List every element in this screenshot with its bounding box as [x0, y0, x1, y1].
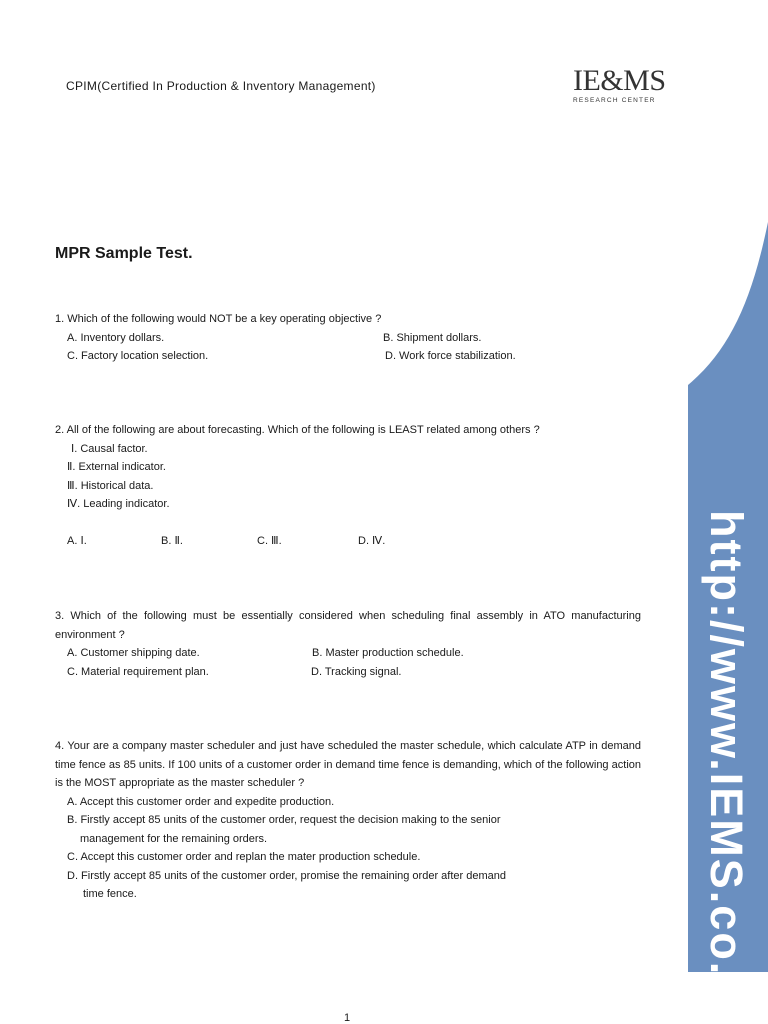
option-c: C. Factory location selection.: [67, 350, 209, 362]
option-a: A. Inventory dollars.: [67, 331, 165, 344]
option-d: D. Work force stabilization.: [385, 350, 516, 362]
option-a: A. Accept this customer order and expedite production.: [67, 795, 335, 808]
option-a: A. Customer shipping date.: [67, 647, 200, 659]
option-c: C. Accept this customer order and replan the mater production schedule.: [67, 851, 421, 863]
option-d: D. Ⅳ.: [358, 534, 386, 547]
option-b: B. Master production schedule.: [312, 647, 464, 659]
header-title: CPIM(Certified In Production & Inventory Management): [66, 79, 376, 93]
option-c: C. Material requirement plan.: [67, 665, 209, 678]
option-b: B. Firstly accept 85 units of the customer order, request the decision making to the senior: [67, 814, 501, 826]
question-stem: 2. All of the following are about forecasting. Which of the following is LEAST related among others ?: [55, 424, 540, 436]
question-stem: 4. Your are a company master scheduler and just have scheduled the master schedule, which calculate ATP in demand time fence as 85 units. If 100 units of a customer order in demand time fence is demanding, which of the following action is the MOST appropriate as the master scheduler ?: [55, 740, 641, 789]
option-b: B. Shipment dollars.: [383, 331, 482, 344]
roman-item-1: Ⅰ. Causal factor.: [71, 442, 148, 455]
option-b: B. Ⅱ.: [161, 534, 183, 547]
question-stem: 1. Which of the following would NOT be a key operating objective ?: [55, 313, 382, 325]
option-d: D. Tracking signal.: [311, 665, 402, 678]
logo-text: IE&MS: [573, 64, 666, 97]
page-number: 1: [344, 1012, 351, 1024]
website-url: http://www.IEMS.co.kr: [701, 510, 752, 1023]
option-a: A. Ⅰ.: [67, 534, 87, 547]
option-d-continued: time fence.: [83, 888, 137, 900]
logo-subtext: RESEARCH CENTER: [573, 97, 656, 104]
option-b-continued: management for the remaining orders.: [80, 832, 268, 845]
test-title: MPR Sample Test.: [55, 245, 193, 262]
roman-item-4: Ⅳ. Leading indicator.: [67, 498, 170, 510]
roman-item-2: Ⅱ. External indicator.: [67, 461, 166, 473]
option-c: C. Ⅲ.: [257, 534, 282, 547]
roman-item-3: Ⅲ. Historical data.: [67, 479, 154, 492]
question-stem: 3. Which of the following must be essentially considered when scheduling final assembly in ATO manufacturing environment ?: [55, 610, 641, 641]
option-d: D. Firstly accept 85 units of the customer order, promise the remaining order after demand: [67, 869, 506, 882]
